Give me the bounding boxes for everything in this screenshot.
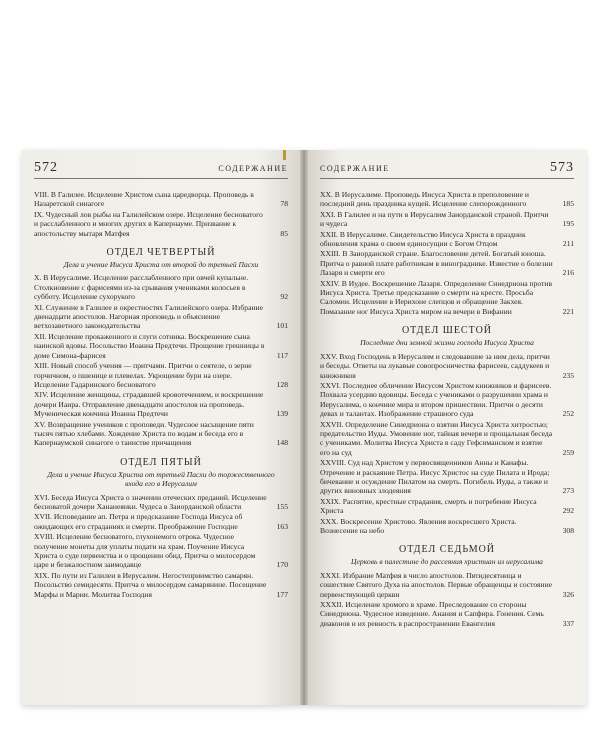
toc-entry-title: XXVII. Определение Синедриона о взятии Иисуса Христа хитростью; предательство Иуды. Умовение ног, тайная вечеря и прощальная беседа с учениками. Молитва Иисуса Христа в саду Гефсиманском и взятие его на суд bbox=[320, 419, 553, 457]
left-toc-list bbox=[34, 190, 288, 600]
section-heading: ОТДЕЛ ЧЕТВЕРТЫЙ bbox=[106, 247, 216, 259]
section-heading: ОТДЕЛ ШЕСТОЙ bbox=[401, 325, 493, 337]
toc-entry-title: X. В Иерусалиме. Исцеление расслабленного при овчей купальне. Столкновение с фарисеями из-за срывания учениками колосьев в субботу. Исцеление сухорукого bbox=[34, 273, 249, 302]
toc-entry-page: 78 bbox=[280, 199, 288, 209]
toc-entry-page: 337 bbox=[562, 618, 574, 628]
toc-entry-page: 216 bbox=[562, 268, 574, 278]
toc-entry-title: XVIII. Исцеление бесноватого, глухонемого отрока. Чудесное получение монеты для уплаты подати на храм. Поучение Иисуса Христа о суде первенства и о прощении обид. Притча о милосердом царе и безжалостном заимодавце bbox=[34, 532, 256, 570]
section-subtitle: Дела и учение Иисуса Христа от третьей Пасхи до торжественного входа его в Иерусалим bbox=[47, 469, 275, 489]
toc-entry-page: 163 bbox=[276, 521, 288, 531]
toc-entry-title: XX. В Иерусалиме. Проповедь Иисуса Христа в преполовение и последний день праздника кущей. Исцеление слепорожденного bbox=[320, 190, 529, 209]
toc-entry bbox=[320, 458, 574, 496]
toc-entry-title: XV. Возвращение учеников с проповеди. Чудесное насыщение пяти тысяч пятью хлебами. Хождение Христа по водам и беседа его в Капернаумской синагоге о таинстве причащения bbox=[34, 419, 254, 448]
toc-entry-page: 92 bbox=[280, 292, 288, 302]
toc-entry bbox=[320, 420, 574, 458]
toc-entry bbox=[34, 190, 288, 209]
toc-entry bbox=[34, 273, 288, 301]
toc-entry-page: 221 bbox=[562, 306, 574, 316]
toc-entry-page: 195 bbox=[562, 219, 574, 229]
toc-entry-title: XII. Исцеление прокаженного и слуги сотника. Воскрешение сына наинской вдовы. Посольство Иоанна Предтечи. Прощение грешницы в доме Симона-фарисея bbox=[34, 331, 265, 360]
toc-entry bbox=[320, 600, 574, 628]
section-subtitle: Церковь в палестине до рассеяния христиан из иерусалима bbox=[351, 557, 543, 567]
toc-entry-page: 101 bbox=[276, 321, 288, 331]
toc-entry-page: 252 bbox=[562, 409, 574, 419]
section-subtitle: Дела и учение Иисуса Христа от второй до третьей Пасхи bbox=[63, 260, 259, 270]
toc-entry-title: XXVI. Последнее обличение Иисусом Христом книжников и фарисеев. Похвала усердию вдовицы. Беседа с учениками о разрушении храма и Иерусалима, о кончине мира и втором пришествии. Притчи о десяти девах и талантах. Изображение страшного суда bbox=[320, 380, 552, 419]
toc-entry-title: XXII. В Иерусалиме. Свидетельство Иисуса Христа в праздник обновления храма о своем единосущии с Богом Отцом bbox=[320, 229, 526, 249]
toc-entry bbox=[34, 571, 288, 599]
toc-entry bbox=[34, 303, 288, 331]
toc-entry bbox=[34, 210, 288, 238]
toc-entry-page: 308 bbox=[562, 526, 574, 535]
section-heading: ОТДЕЛ ПЯТЫЙ bbox=[120, 456, 202, 468]
toc-entry-title: XXIV. В Иудее. Воскрешение Лазаря. Определение Синедриона против Иисуса Христа. Третье предсказание о смерти на кресте. Просьба Саломии. Исцеление в Иерихоне слепцов и обращение Закхея. Помазание ног Иисуса Христа миром на вечери в Вифании bbox=[320, 278, 553, 316]
toc-entry bbox=[320, 210, 574, 229]
toc-entry bbox=[320, 517, 574, 536]
toc-entry-page: 117 bbox=[276, 350, 288, 360]
toc-entry-title: XI. Служение в Галилее и окрестностях Галилейского озера. Избрание двенадцати апостолов. Нагорная проповедь и объяснение ветхозаветного законодательства bbox=[34, 302, 263, 331]
toc-entry bbox=[320, 571, 574, 599]
toc-entry-title: XXXII. Исцеление хромого в храме. Преследование со стороны Синедриона. Чудесное изведение. Анания и Сапфира. Гонения. Семь диаконов и их ревность в распространении Евангелия bbox=[320, 600, 544, 628]
toc-entry-page: 128 bbox=[276, 379, 288, 389]
toc-entry-page: 211 bbox=[562, 239, 574, 249]
bookmark-ribbon bbox=[283, 150, 286, 160]
toc-entry bbox=[34, 390, 288, 418]
toc-entry bbox=[34, 493, 288, 512]
toc-entry bbox=[320, 230, 574, 249]
toc-entry-title: XXIII. В Заиорданской стране. Благословение детей. Богатый юноша. Притча о равной плате работникам в винограднике. Известие о болезни Лазаря и смерти его bbox=[320, 249, 553, 278]
book-gutter bbox=[300, 150, 308, 705]
toc-entry-page: 177 bbox=[276, 589, 288, 599]
right-page-number: 573 bbox=[550, 160, 574, 175]
toc-entry-title: IX. Чудесный лов рыбы на Галилейском озере. Исцеление бесноватого и расслабленного и многих других в Капернауме. Призвание к апостольству мытаря Матфея bbox=[34, 209, 263, 238]
toc-entry-title: XIX. По пути из Галилеи в Иерусалим. Негостеприимство самарян. Посольство семидесяти. Притча о милосердом самарянине. Посещение Марфы и Марии. Молитва Господня bbox=[34, 570, 267, 599]
right-page-header bbox=[320, 160, 574, 179]
toc-entry bbox=[34, 420, 288, 448]
toc-entry-page: 326 bbox=[562, 589, 574, 599]
toc-entry-title: XXI. В Галилее и на пути в Иерусалим Заиорданской страной. Притчи и чудеса bbox=[320, 209, 549, 229]
section-heading: ОТДЕЛ СЕДЬМОЙ bbox=[398, 544, 496, 556]
toc-entry-page: 170 bbox=[276, 560, 288, 570]
right-toc-list bbox=[320, 190, 574, 629]
toc-entry bbox=[320, 249, 574, 277]
section-subtitle: Последние дни земной жизни господа Иисуса Христа bbox=[360, 338, 534, 348]
toc-entry-title: VIII. В Галилее. Исцеление Христом сына царедворца. Проповедь в Назаретской синагоге bbox=[34, 190, 254, 209]
open-book bbox=[22, 150, 586, 705]
right-running-title: СОДЕРЖАНИЕ bbox=[320, 164, 390, 173]
toc-entry-title: XVI. Беседа Иисуса Христа о значении отеческих преданий. Исцеление бесноватой дочери Хананеянки. Чудеса в Заиорданской области bbox=[34, 492, 267, 511]
toc-entry-page: 85 bbox=[280, 228, 288, 238]
toc-entry bbox=[320, 381, 574, 419]
toc-entry-title: XXVIII. Суд над Христом у первосвященников Анны и Каиафы. Отречение и раскаяние Петра. Иисус Христос на суде Пилата и Ирода; бичевание и осуждение Пилатом на смерть. Погибель Иуды, а также и других виновных злодеяния bbox=[320, 458, 550, 496]
toc-entry-page: 148 bbox=[276, 438, 288, 448]
toc-entry bbox=[320, 279, 574, 317]
toc-entry-page: 259 bbox=[562, 447, 574, 457]
toc-entry-title: XXV. Вход Господень в Иерусалим и следовавшие за ним дела, притчи и беседы. Ответы на лукавые совопросничества фарисеев, саддукеев и книжников bbox=[320, 351, 550, 380]
toc-entry bbox=[320, 352, 574, 380]
left-running-title: СОДЕРЖАНИЕ bbox=[218, 164, 288, 173]
toc-entry-title: XXX. Воскресение Христово. Явления воскресшего Христа. Вознесение на небо bbox=[320, 516, 517, 535]
toc-entry-title: XIII. Новый способ учения — притчами. Притчи о сеятеле, о зерне горчичном, о пшенице и плевелах. Укрощение бури на озере. Исцеление Гадаринского бесноватого bbox=[34, 361, 252, 389]
toc-entry-title: XXIX. Распятие, крестные страдания, смерть и погребение Иисуса Христа bbox=[320, 496, 537, 516]
right-page bbox=[308, 150, 586, 705]
left-page bbox=[22, 150, 300, 705]
toc-entry bbox=[34, 512, 288, 531]
toc-entry-page: 155 bbox=[276, 501, 288, 511]
toc-entry-title: XVII. Исповедание ап. Петра и предсказание Господа Иисуса об ожидающих его страданиях и смерти. Преображение Господне bbox=[34, 512, 243, 531]
toc-entry bbox=[34, 361, 288, 389]
toc-entry-page: 292 bbox=[562, 506, 574, 516]
toc-entry bbox=[34, 332, 288, 360]
toc-entry bbox=[34, 532, 288, 570]
left-page-number: 572 bbox=[34, 160, 58, 175]
toc-entry-title: XXXI. Избрание Матфия в число апостолов. Пятидесятница и сошествие Святого Духа на апостолов. Первые обращенцы и состояние первенствующей церкви bbox=[320, 570, 553, 599]
toc-entry-page: 273 bbox=[562, 486, 574, 496]
toc-entry-page: 139 bbox=[276, 409, 288, 419]
left-page-header bbox=[34, 160, 288, 179]
toc-entry-page: 235 bbox=[562, 370, 574, 380]
toc-entry-page: 185 bbox=[562, 199, 574, 209]
toc-entry-title: XIV. Исцеление женщины, страдавшей кровотечением, и воскрешение дочери Иаира. Отправление двенадцати апостолов на проповедь. Мученическая кончина Иоанна Предтечи bbox=[34, 390, 264, 419]
toc-entry bbox=[320, 497, 574, 516]
toc-entry bbox=[320, 190, 574, 209]
